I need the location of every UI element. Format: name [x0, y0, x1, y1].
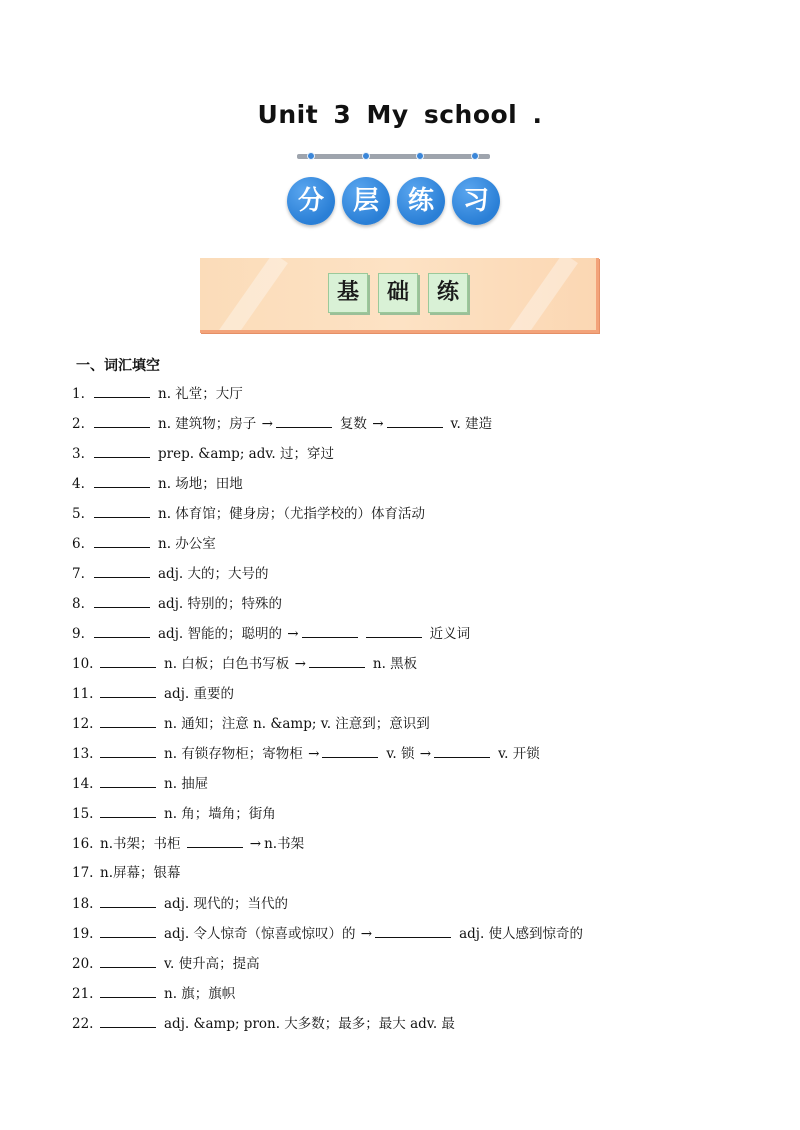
- badge-row: [0, 177, 800, 229]
- fill-in-blank[interactable]: [387, 413, 443, 428]
- item-text: 复数: [339, 416, 367, 432]
- item-number: 21.: [72, 986, 94, 1002]
- fill-in-blank[interactable]: [94, 593, 150, 608]
- fill-in-blank[interactable]: [94, 533, 150, 548]
- item-text: adj. 智能的；聪明的: [158, 626, 282, 642]
- item-text: n. 场地；田地: [158, 476, 243, 492]
- list-item: [72, 623, 772, 653]
- item-text: n.书架: [264, 836, 305, 852]
- item-number: 18.: [72, 896, 94, 912]
- item-number: 6.: [72, 536, 85, 552]
- item-text: adj. 现代的；当代的: [164, 896, 288, 912]
- item-text: n. 有锁存物柜；寄物柜: [164, 746, 303, 762]
- fill-in-blank[interactable]: [100, 713, 156, 728]
- list-item: [72, 473, 772, 503]
- fill-in-blank[interactable]: [366, 623, 422, 638]
- banner-char: 础: [378, 273, 418, 313]
- list-item: [72, 653, 772, 683]
- item-text: adj. 特别的；特殊的: [158, 596, 282, 612]
- arrow-icon: →: [372, 416, 384, 432]
- rail-dot: [416, 152, 424, 160]
- list-item: [72, 743, 772, 773]
- list-item: [72, 893, 772, 923]
- list-item: [72, 923, 772, 953]
- fill-in-blank[interactable]: [276, 413, 332, 428]
- item-text: v. 使升高；提高: [164, 956, 260, 972]
- list-item: [72, 1013, 772, 1043]
- list-item: [72, 713, 772, 743]
- fill-in-blank[interactable]: [302, 623, 358, 638]
- section-heading: 一、词汇填空: [76, 358, 160, 374]
- arrow-icon: →: [261, 416, 273, 432]
- fill-in-blank[interactable]: [94, 503, 150, 518]
- fill-in-blank[interactable]: [100, 923, 156, 938]
- fill-in-blank[interactable]: [309, 653, 365, 668]
- item-text: 近义词: [429, 626, 471, 642]
- fill-in-blank[interactable]: [94, 413, 150, 428]
- item-number: 8.: [72, 596, 85, 612]
- list-item: [72, 503, 772, 533]
- banner-char: 基: [328, 273, 368, 313]
- arrow-icon: →: [419, 746, 432, 762]
- fill-in-blank[interactable]: [100, 953, 156, 968]
- fill-in-blank[interactable]: [100, 653, 156, 668]
- decorative-rail: [297, 154, 490, 159]
- list-item: [72, 833, 772, 863]
- badge-char: 习: [452, 177, 500, 225]
- arrow-icon: →: [287, 626, 299, 642]
- fill-in-blank[interactable]: [94, 383, 150, 398]
- item-text: v. 开锁: [498, 746, 540, 762]
- list-item: [72, 383, 772, 413]
- item-number: 11.: [72, 686, 94, 702]
- item-text: n. 旗；旗帜: [164, 986, 236, 1002]
- item-text: v. 锁: [386, 746, 415, 762]
- list-item: [72, 953, 772, 983]
- item-number: 17.: [72, 865, 94, 881]
- arrow-icon: →: [308, 746, 320, 762]
- fill-in-blank[interactable]: [100, 893, 156, 908]
- badge-char: 分: [287, 177, 335, 225]
- item-number: 3.: [72, 446, 85, 462]
- item-number: 16.: [72, 836, 94, 852]
- item-number: 9.: [72, 626, 85, 642]
- banner-char: 练: [428, 273, 468, 313]
- arrow-icon: →: [360, 926, 373, 942]
- item-text: adj. 使人感到惊奇的: [459, 926, 584, 942]
- item-number: 14.: [72, 776, 94, 792]
- item-number: 22.: [72, 1016, 94, 1032]
- list-item: [72, 443, 772, 473]
- item-text: n. 建筑物；房子: [158, 416, 257, 432]
- item-number: 1.: [72, 386, 85, 402]
- item-text: n. 白板；白色书写板: [164, 656, 290, 672]
- item-number: 12.: [72, 716, 94, 732]
- item-text: n. 办公室: [158, 536, 216, 552]
- arrow-icon: →: [294, 656, 306, 672]
- fill-in-blank[interactable]: [375, 923, 451, 938]
- fill-in-blank[interactable]: [94, 443, 150, 458]
- item-text: n.屏幕；银幕: [100, 865, 181, 881]
- item-number: 20.: [72, 956, 94, 972]
- section-banner: [200, 258, 599, 333]
- item-number: 13.: [72, 746, 94, 762]
- item-text: n. 体育馆；健身房；（尤指学校的）体育活动: [158, 506, 426, 522]
- item-text: adj. 重要的: [164, 686, 234, 702]
- fill-in-blank[interactable]: [187, 833, 243, 848]
- fill-in-blank[interactable]: [94, 473, 150, 488]
- item-text: adj. 大的；大号的: [158, 566, 269, 582]
- item-text: n. 抽屉: [164, 776, 209, 792]
- fill-in-blank[interactable]: [100, 743, 156, 758]
- fill-in-blank[interactable]: [100, 803, 156, 818]
- list-item: [72, 773, 772, 803]
- list-item: [72, 863, 772, 893]
- list-item: [72, 593, 772, 623]
- item-number: 19.: [72, 926, 94, 942]
- item-text: v. 建造: [450, 416, 493, 432]
- item-text: adj. &amp; pron. 大多数；最多；最大 adv. 最: [164, 1016, 455, 1032]
- item-number: 15.: [72, 806, 94, 822]
- list-item: [72, 413, 772, 443]
- item-text: n.书架；书柜: [100, 836, 181, 852]
- item-number: 2.: [72, 416, 85, 432]
- page-title: Unit 3 My school .: [257, 100, 543, 129]
- fill-in-blank[interactable]: [434, 743, 490, 758]
- item-number: 7.: [72, 566, 85, 582]
- rail-dot: [362, 152, 370, 160]
- item-text: n. 角；墙角；街角: [164, 806, 276, 822]
- fill-in-blank[interactable]: [100, 1013, 156, 1028]
- badge-char: 练: [397, 177, 445, 225]
- item-text: n. 通知；注意 n. &amp; v. 注意到；意识到: [164, 716, 430, 732]
- item-text: n. 礼堂；大厅: [158, 386, 243, 402]
- fill-in-blank[interactable]: [100, 773, 156, 788]
- list-item: [72, 803, 772, 833]
- item-text: prep. &amp; adv. 过；穿过: [158, 446, 334, 462]
- item-number: 5.: [72, 506, 85, 522]
- list-item: [72, 683, 772, 713]
- item-number: 10.: [72, 656, 94, 672]
- item-text: adj. 令人惊奇（惊喜或惊叹）的: [164, 926, 356, 942]
- badge-char: 层: [342, 177, 390, 225]
- arrow-icon: →: [249, 836, 262, 852]
- list-item: [72, 563, 772, 593]
- item-number: 4.: [72, 476, 85, 492]
- rail-dot: [471, 152, 479, 160]
- fill-in-blank[interactable]: [322, 743, 378, 758]
- fill-in-blank[interactable]: [100, 983, 156, 998]
- list-item: [72, 983, 772, 1013]
- list-item: [72, 533, 772, 563]
- fill-in-blank[interactable]: [100, 683, 156, 698]
- fill-in-blank[interactable]: [94, 563, 150, 578]
- rail-dot: [307, 152, 315, 160]
- fill-in-blank[interactable]: [94, 623, 150, 638]
- item-text: n. 黑板: [372, 656, 418, 672]
- vocabulary-list: [72, 383, 772, 1043]
